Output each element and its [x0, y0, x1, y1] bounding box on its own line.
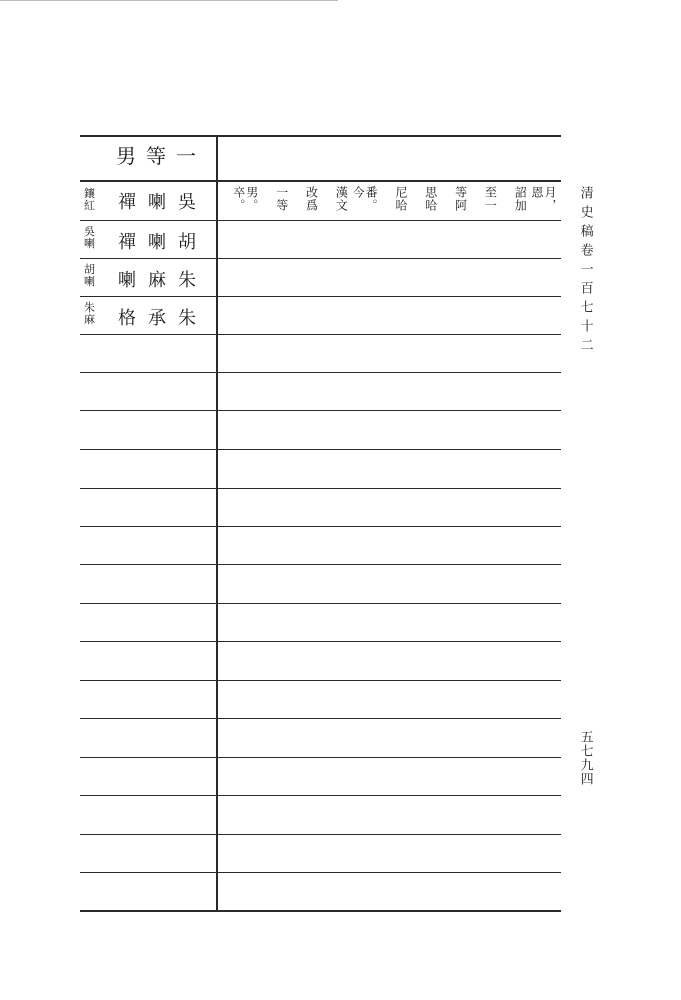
note-column: 改爲: [304, 186, 319, 212]
header-divider: [80, 180, 561, 182]
row-name: 胡喇禪: [118, 232, 208, 253]
note-column: 番。今: [351, 186, 379, 212]
row-divider: [80, 449, 561, 450]
note-column: 等阿: [453, 186, 468, 212]
row-divider: [80, 680, 561, 681]
row-small-note: 朱麻: [84, 301, 95, 326]
row-name: 吳喇禪: [118, 192, 208, 213]
row-divider: [80, 488, 561, 489]
row-small-note: 胡喇: [84, 263, 95, 288]
table-header-title: 一等男: [116, 144, 206, 168]
row-divider: [80, 795, 561, 796]
row-divider: [80, 258, 561, 259]
table-top-border: [80, 135, 561, 137]
row-divider: [80, 872, 561, 873]
top-edge-rule: [0, 0, 338, 1]
note-column: 尼哈: [393, 186, 408, 212]
note-column: 思哈: [423, 186, 438, 212]
row-divider: [80, 296, 561, 297]
row-name: 朱承格: [118, 308, 208, 329]
row-divider: [80, 564, 561, 565]
row-name: 朱麻喇: [118, 270, 208, 291]
row-divider: [80, 834, 561, 835]
row-divider: [80, 757, 561, 758]
page-number: 五七九四: [577, 730, 593, 786]
row-divider: [80, 718, 561, 719]
note-column: 男。卒。: [231, 186, 259, 212]
column-divider: [216, 135, 218, 910]
row-divider: [80, 410, 561, 411]
note-column: 至一: [483, 186, 498, 212]
row-small-note: 吳喇: [84, 225, 95, 250]
row-divider: [80, 603, 561, 604]
biography-note: [228, 186, 556, 222]
note-column: 一等: [274, 186, 289, 212]
row-divider: [80, 641, 561, 642]
row-divider: [80, 526, 561, 527]
note-column: 詔加: [513, 186, 528, 212]
row-small-note: 鑲紅: [84, 187, 95, 212]
note-column: 月，恩: [530, 186, 557, 212]
row-divider: [80, 372, 561, 373]
note-column: 漢文: [334, 186, 349, 212]
running-title: 清史稿卷一百七十二: [577, 186, 593, 357]
row-divider: [80, 334, 561, 335]
table-bottom-border: [80, 910, 561, 912]
